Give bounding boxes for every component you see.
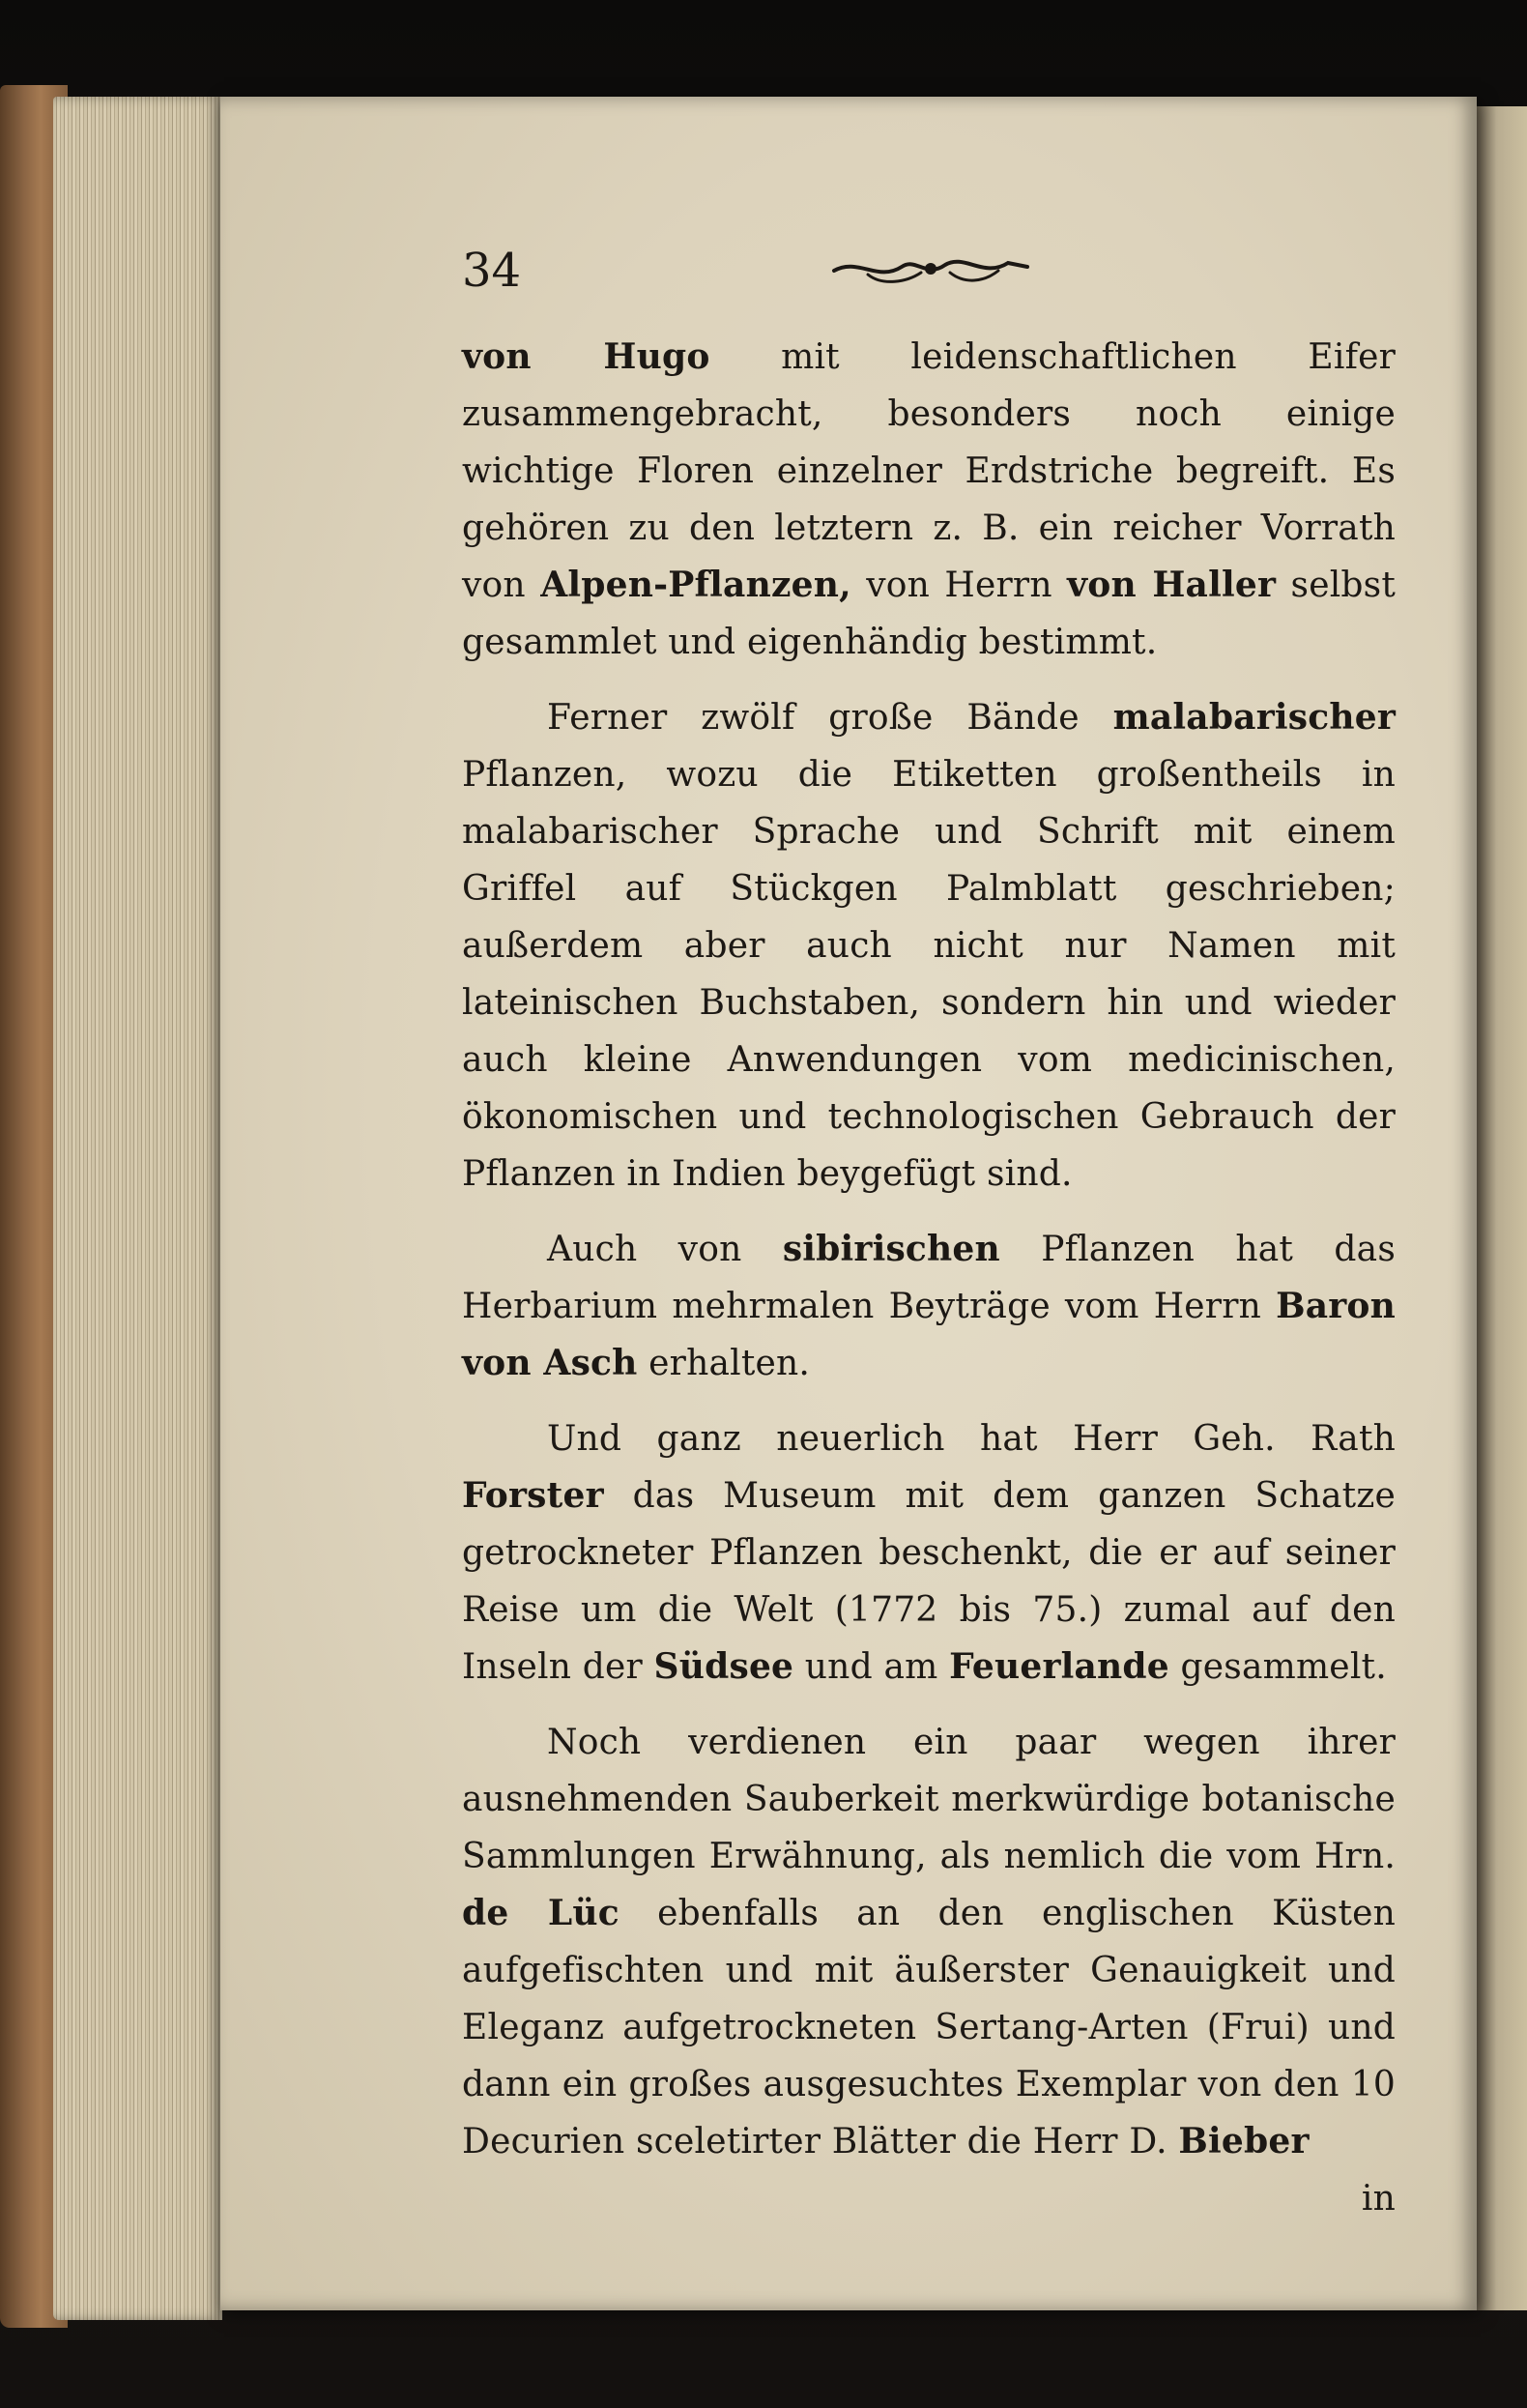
page-header [462,244,1419,311]
emphasis-text: Alpen-Pflanzen, [540,565,851,605]
catchword: in [1361,2179,1396,2219]
paragraph [462,1714,1396,2170]
emphasis-text: Südsee [653,1646,794,1687]
text-run: ebenfalls an den englischen Küsten aufgefischten und mit äußerster Genauigkeit und Eleganz aufgetrockneten Sertang-Arten (Frui) und dann ein großes ausgesuchtes Exemplar von den 10 Decurien sceletirter Blätter die Herr D. [462,1894,1396,2161]
text-run: erhalten. [637,1344,811,1383]
emphasis-text: von Hugo [462,336,710,377]
text-run: Auch von [547,1230,783,1269]
body-text [462,329,1396,2227]
text-run: gesammelt. [1168,1647,1387,1687]
emphasis-text: Forster [462,1475,604,1516]
emphasis-text: von Haller [1067,565,1277,605]
text-run: mit leidenschaftlichen Eifer zusammengebracht, besonders noch einige wichtige Floren einzelner Erdstriche begreift. Es gehören zu den letztern z. B. ein reicher Vorrath von [462,337,1397,605]
adjacent-page-edge [1477,106,1527,2310]
emphasis-text: de Lüc [462,1893,619,1933]
text-run: von Herrn [850,566,1068,605]
emphasis-text: Bieber [1178,2121,1310,2161]
text-run: selbst gesammlet und eigenhändig bestimmt. [462,566,1396,662]
emphasis-text: malabarischer [1112,697,1396,738]
paragraph [462,329,1396,671]
paragraph [462,1221,1396,1392]
emphasis-text: sibirischen [782,1229,1000,1269]
text-run: Pflanzen, wozu die Etiketten großentheils in malabarischer Sprache und Schrift mit einem Griffel auf Stückgen Palmblatt geschrieben; außerdem aber auch nicht nur Namen mit lateinischen Buchstaben, sondern hin und wieder auch kleine Anwendungen vom medicinischen, ökonomischen und technologischen Gebrauch der Pflanzen in Indien beygefügt sind. [462,755,1396,1194]
ornament-icon [829,249,1032,288]
text-run: Ferner zwölf große Bände [547,698,1113,738]
paragraph [462,1410,1396,1696]
text-run: und am [793,1647,950,1687]
page-block-edge [53,97,222,2320]
emphasis-text: Feuerlande [949,1646,1169,1687]
text-run: das Museum mit dem ganzen Schatze getrockneter Pflanzen beschenkt, die er auf seiner Reise um die Welt (1772 bis 75.) zumal auf den Inseln der [462,1476,1396,1687]
emphasis-text: Baron von Asch [462,1286,1396,1383]
text-run: Noch verdienen ein paar wegen ihrer ausnehmenden Sauberkeit merkwürdige botanische Sammlungen Erwähnung, als nemlich die vom Hrn. [462,1723,1396,1876]
text-run: Pflanzen hat das Herbarium mehrmalen Beyträge vom Herrn [462,1230,1396,1326]
page-number: 34 [462,244,522,298]
text-run: Und ganz neuerlich hat Herr Geh. Rath [547,1419,1396,1459]
paragraph [462,689,1396,1203]
